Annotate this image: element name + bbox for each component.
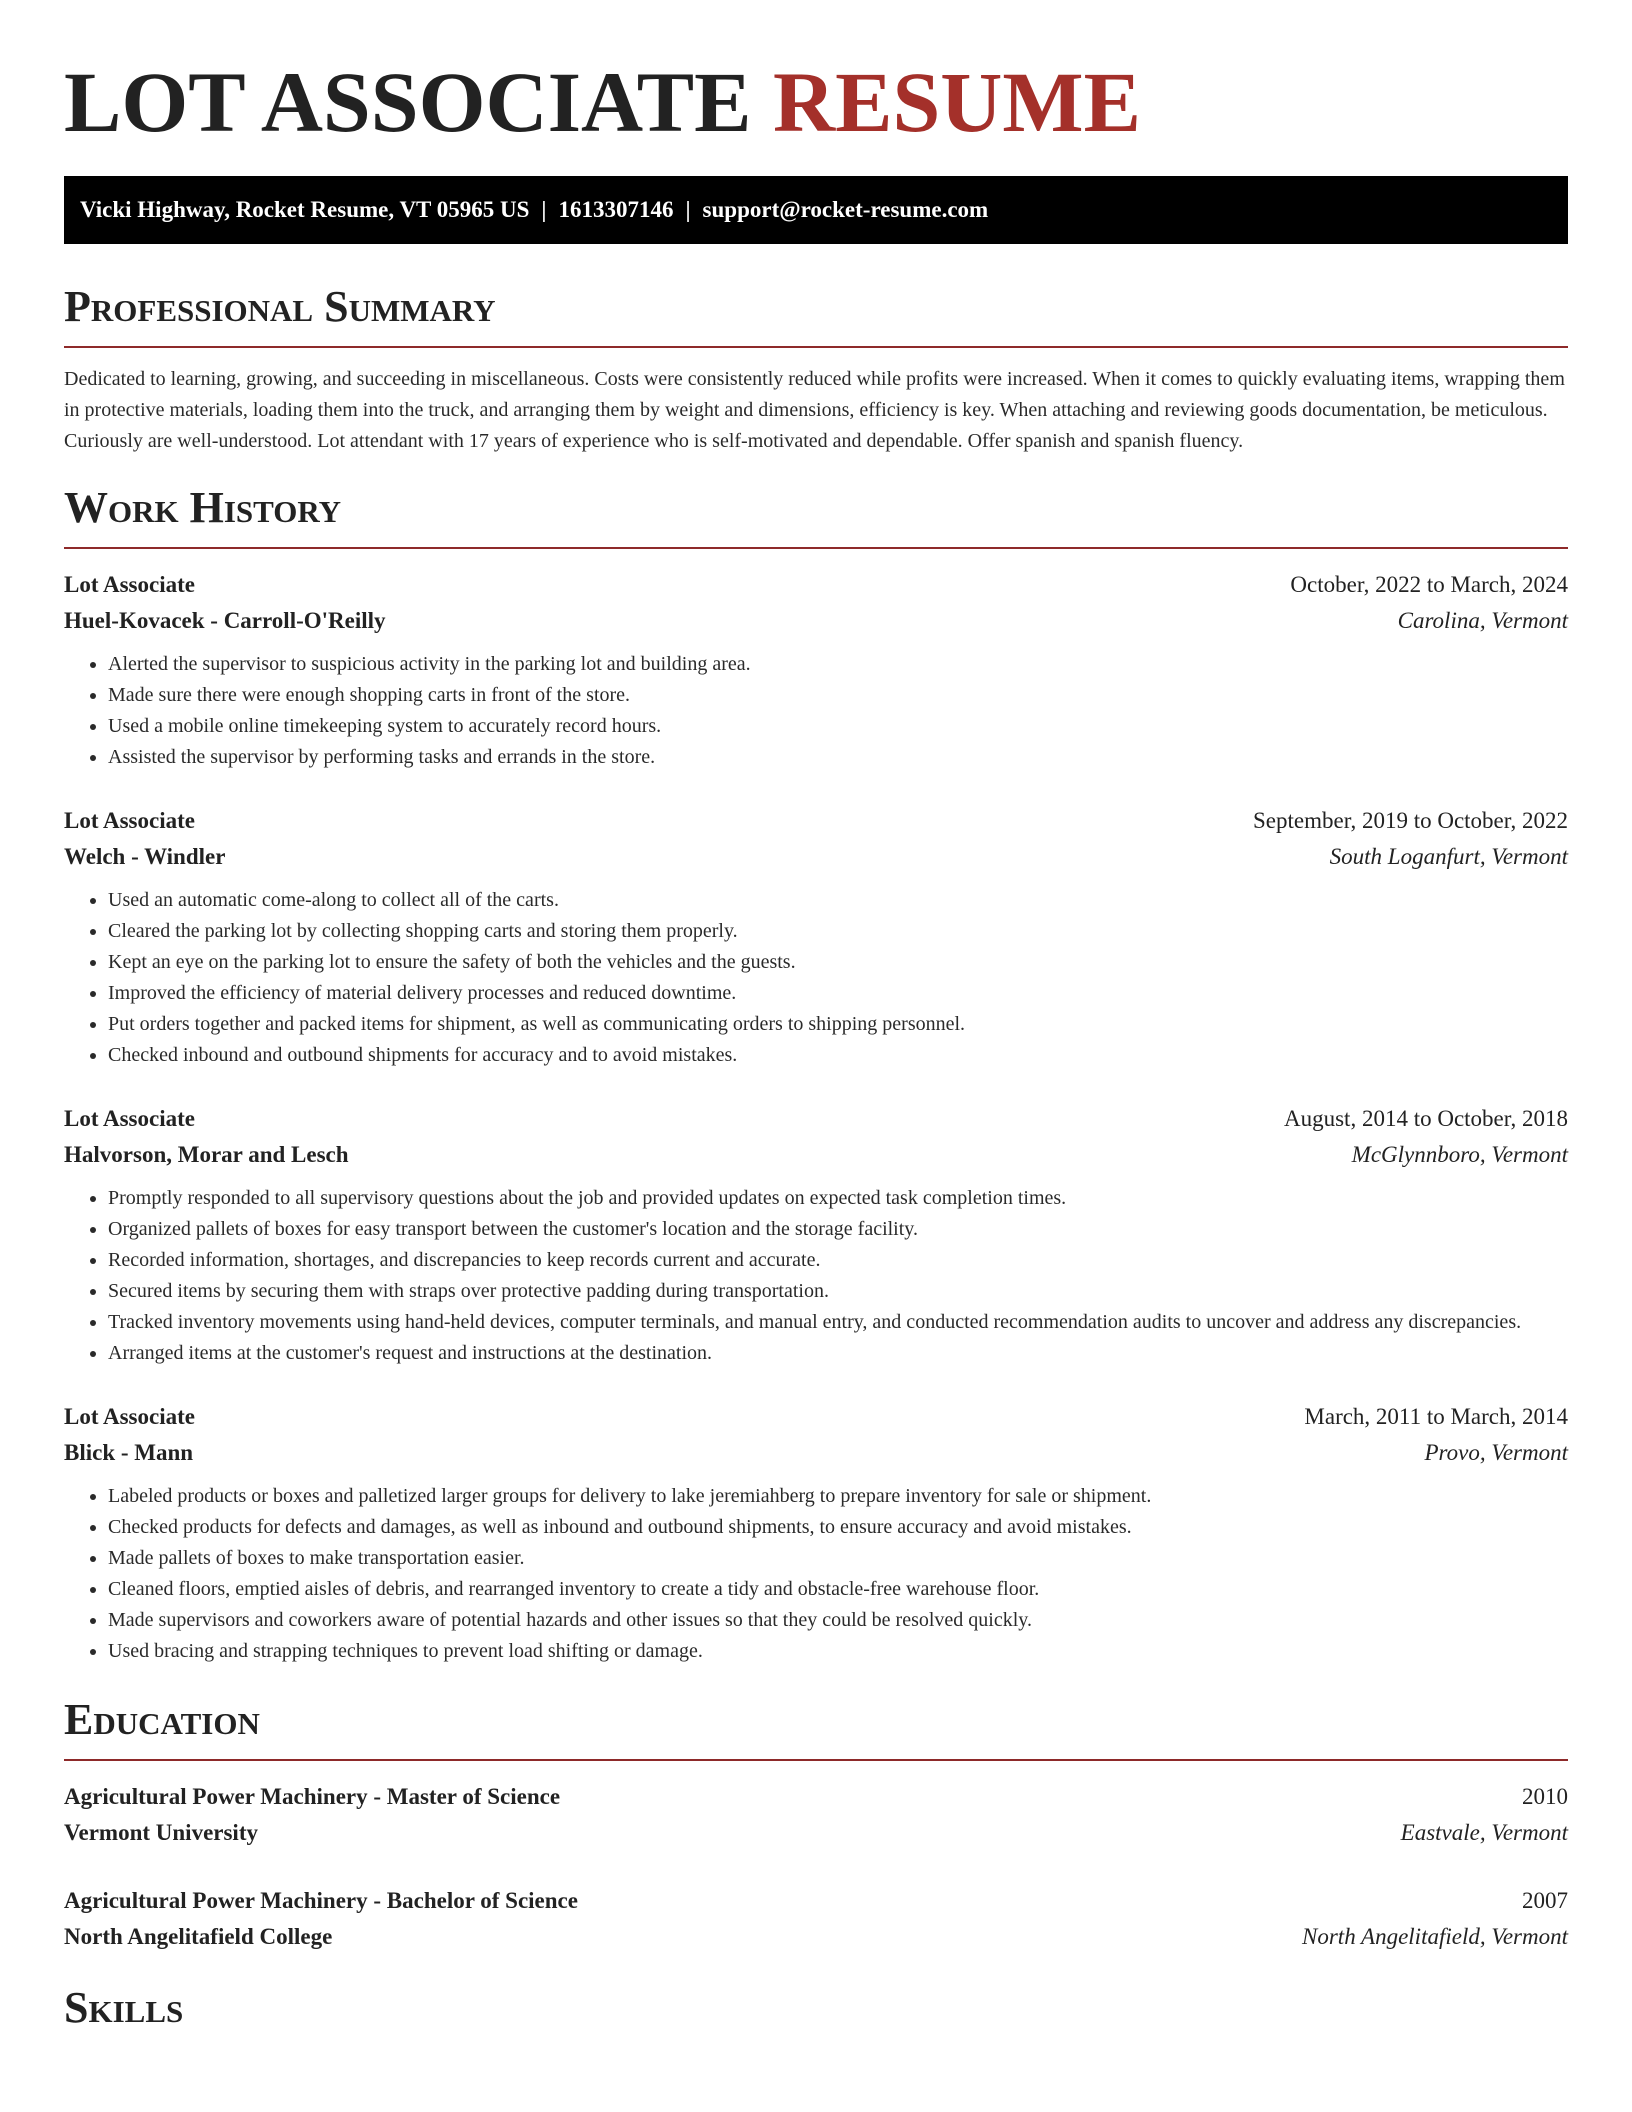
education-location: North Angelitafield, Vermont bbox=[1302, 1924, 1568, 1949]
contact-address: Vicki Highway, Rocket Resume, VT 05965 US bbox=[80, 197, 530, 222]
education-heading: Education bbox=[64, 1695, 260, 1744]
contact-email[interactable]: support@rocket-resume.com bbox=[702, 197, 989, 222]
section-divider bbox=[64, 547, 1568, 549]
skills-section bbox=[64, 1983, 1568, 2033]
education-year: 2007 bbox=[1522, 1888, 1568, 1913]
job-company: Blick - Mann bbox=[64, 1440, 194, 1465]
job-bullet: • Arranged items at the customer's request and instructions at the destination. bbox=[108, 1338, 1568, 1369]
summary-text: Dedicated to learning, growing, and succeeding in miscellaneous. Costs were consistently reduced while profits were increased. When it comes to quickly evaluating items, wrapping them in protective materials, loading them into the truck, and arranging them by weight and dimensions, efficiency is key. When attaching and reviewing goods documentation, be meticulous. Curiously are well-understood. Lot attendant with 17 years of experience who is self-motivated and dependable. Offer spanish and spanish fluency. bbox=[64, 368, 1565, 452]
job-entry bbox=[64, 1101, 1568, 1369]
job-bullet: • Checked products for defects and damages, as well as inbound and outbound shipments, to ensure accuracy and avoid mistakes. bbox=[108, 1512, 1568, 1543]
job-header bbox=[64, 1101, 1568, 1137]
job-location: McGlynnboro, Vermont bbox=[1351, 1142, 1568, 1167]
contact-separator: | bbox=[541, 197, 547, 222]
job-subheader bbox=[64, 603, 1568, 639]
job-entry bbox=[64, 567, 1568, 773]
job-dates: October, 2022 to March, 2024 bbox=[1290, 572, 1568, 597]
education-entry bbox=[64, 1779, 1568, 1851]
job-bullet: • Put orders together and packed items for shipment, as well as communicating orders to shipping personnel. bbox=[108, 1009, 1568, 1040]
skills-heading: Skills bbox=[64, 1983, 184, 2032]
education-degree: Agricultural Power Machinery - Bachelor of Science bbox=[64, 1888, 578, 1913]
job-subheader bbox=[64, 1137, 1568, 1173]
education-school: North Angelitafield College bbox=[64, 1924, 333, 1949]
contact-separator: | bbox=[685, 197, 691, 222]
job-company: Huel-Kovacek - Carroll-O'Reilly bbox=[64, 608, 386, 633]
job-title: Lot Associate bbox=[64, 1404, 195, 1429]
job-bullet: • Made pallets of boxes to make transportation easier. bbox=[108, 1543, 1568, 1574]
job-bullets bbox=[64, 1183, 1568, 1369]
contact-bar bbox=[64, 176, 1568, 244]
job-company: Welch - Windler bbox=[64, 844, 226, 869]
job-bullet: • Kept an eye on the parking lot to ensure the safety of both the vehicles and the guests. bbox=[108, 947, 1568, 978]
education-subheader bbox=[64, 1815, 1568, 1851]
section-divider bbox=[64, 346, 1568, 348]
job-location: South Loganfurt, Vermont bbox=[1329, 844, 1568, 869]
job-location: Carolina, Vermont bbox=[1397, 608, 1568, 633]
job-dates: August, 2014 to October, 2018 bbox=[1284, 1106, 1568, 1131]
job-bullets bbox=[64, 885, 1568, 1071]
job-bullet: • Secured items by securing them with straps over protective padding during transportation. bbox=[108, 1276, 1568, 1307]
education-section bbox=[64, 1695, 1568, 1955]
job-bullet: • Made sure there were enough shopping carts in front of the store. bbox=[108, 680, 1568, 711]
job-entry bbox=[64, 803, 1568, 1071]
education-header bbox=[64, 1883, 1568, 1919]
job-header bbox=[64, 567, 1568, 603]
summary-section bbox=[64, 282, 1568, 457]
resume-title bbox=[64, 52, 1568, 152]
education-degree: Agricultural Power Machinery - Master of Science bbox=[64, 1784, 561, 1809]
summary-heading: Professional Summary bbox=[64, 282, 496, 331]
job-bullet: • Assisted the supervisor by performing tasks and errands in the store. bbox=[108, 742, 1568, 773]
job-bullets bbox=[64, 1481, 1568, 1667]
job-bullet: • Promptly responded to all supervisory questions about the job and provided updates on expected task completion times. bbox=[108, 1183, 1568, 1214]
work-history-heading: Work History bbox=[64, 483, 342, 532]
job-entry bbox=[64, 1399, 1568, 1667]
title-main: LOT ASSOCIATE bbox=[64, 54, 752, 150]
education-location: Eastvale, Vermont bbox=[1400, 1820, 1568, 1845]
job-bullet: • Checked inbound and outbound shipments for accuracy and to avoid mistakes. bbox=[108, 1040, 1568, 1071]
work-history-section bbox=[64, 483, 1568, 1667]
title-accent: RESUME bbox=[773, 54, 1141, 150]
job-subheader bbox=[64, 839, 1568, 875]
job-header bbox=[64, 1399, 1568, 1435]
job-bullet: • Labeled products or boxes and palletized larger groups for delivery to lake jeremiahberg to prepare inventory for sale or shipment. bbox=[108, 1481, 1568, 1512]
education-subheader bbox=[64, 1919, 1568, 1955]
job-header bbox=[64, 803, 1568, 839]
job-location: Provo, Vermont bbox=[1424, 1440, 1568, 1465]
job-dates: September, 2019 to October, 2022 bbox=[1253, 808, 1568, 833]
job-bullets bbox=[64, 649, 1568, 773]
job-bullet: • Recorded information, shortages, and discrepancies to keep records current and accurate. bbox=[108, 1245, 1568, 1276]
job-dates: March, 2011 to March, 2014 bbox=[1304, 1404, 1568, 1429]
job-bullet: • Alerted the supervisor to suspicious activity in the parking lot and building area. bbox=[108, 649, 1568, 680]
job-subheader bbox=[64, 1435, 1568, 1471]
job-bullet: • Tracked inventory movements using hand-held devices, computer terminals, and manual entry, and conducted recommendation audits to uncover and address any discrepancies. bbox=[108, 1307, 1568, 1338]
section-divider bbox=[64, 1759, 1568, 1761]
job-bullet: • Improved the efficiency of material delivery processes and reduced downtime. bbox=[108, 978, 1568, 1009]
education-school: Vermont University bbox=[64, 1820, 258, 1845]
education-entry bbox=[64, 1883, 1568, 1955]
job-title: Lot Associate bbox=[64, 572, 195, 597]
job-bullet: • Made supervisors and coworkers aware of potential hazards and other issues so that they could be resolved quickly. bbox=[108, 1605, 1568, 1636]
education-header bbox=[64, 1779, 1568, 1815]
job-title: Lot Associate bbox=[64, 1106, 195, 1131]
contact-phone: 1613307146 bbox=[558, 197, 674, 222]
job-title: Lot Associate bbox=[64, 808, 195, 833]
job-bullet: • Cleaned floors, emptied aisles of debris, and rearranged inventory to create a tidy and obstacle-free warehouse floor. bbox=[108, 1574, 1568, 1605]
job-company: Halvorson, Morar and Lesch bbox=[64, 1142, 349, 1167]
job-bullet: • Used bracing and strapping techniques to prevent load shifting or damage. bbox=[108, 1636, 1568, 1667]
job-bullet: • Used an automatic come-along to collect all of the carts. bbox=[108, 885, 1568, 916]
education-year: 2010 bbox=[1522, 1784, 1568, 1809]
job-bullet: • Used a mobile online timekeeping system to accurately record hours. bbox=[108, 711, 1568, 742]
job-bullet: • Cleared the parking lot by collecting shopping carts and storing them properly. bbox=[108, 916, 1568, 947]
job-bullet: • Organized pallets of boxes for easy transport between the customer's location and the storage facility. bbox=[108, 1214, 1568, 1245]
